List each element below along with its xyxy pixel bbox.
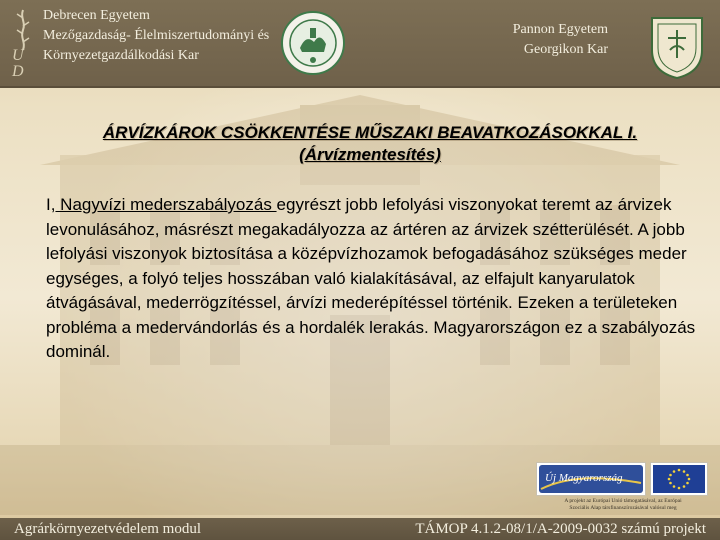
- right-institution-line2: Georgikon Kar: [523, 42, 608, 57]
- eu-flag-logo: [650, 462, 708, 496]
- body-paragraph: [46, 193, 696, 365]
- funding-caption-line1: A projekt az Európai Unió támogatásával, az Európai: [564, 498, 682, 504]
- svg-text:U: U: [12, 47, 24, 64]
- uj-magyarorszag-text: Új Magyarország: [545, 472, 623, 484]
- funding-logos: [532, 458, 714, 518]
- footer-bar: [0, 518, 720, 540]
- slide-title-line2: (Árvízmentesítés): [299, 145, 441, 164]
- faculty-seal-icon: [280, 10, 346, 76]
- left-institution-line2: Mezőgazdaság- Élelmiszertudományi és: [43, 28, 270, 43]
- body-prefix: I,: [46, 195, 56, 214]
- slide-title: [30, 122, 710, 166]
- footer-module-name: Agrárkörnyezetvédelem modul: [14, 521, 202, 537]
- left-institution-line3: Környezetgazdálkodási Kar: [43, 48, 199, 63]
- uj-magyarorszag-icon: [537, 463, 645, 495]
- left-institution-name: [43, 6, 269, 66]
- funding-caption-line2: Szociális Alap társfinanszírozásával valósul meg: [569, 505, 677, 511]
- uj-magyarorszag-logo: [536, 462, 646, 496]
- eu-flag-icon: [651, 463, 707, 495]
- georgikon-seal-icon: [644, 10, 710, 80]
- left-institution-line1: Debrecen Egyetem: [43, 8, 150, 23]
- right-institution-line1: Pannon Egyetem: [512, 22, 608, 37]
- right-institution-name: [498, 20, 608, 60]
- funding-caption: [532, 498, 714, 512]
- body-underlined-term: Nagyvízi mederszabályozás: [55, 195, 277, 214]
- slide-title-line1: ÁRVÍZKÁROK CSÖKKENTÉSE MŰSZAKI BEAVATKOZÁSOKKAL I.: [102, 123, 638, 142]
- footer-project-id: TÁMOP 4.1.2-08/1/A-2009-0032 számú projekt: [415, 521, 706, 537]
- university-debrecen-logo: [6, 8, 40, 78]
- header-bar: [0, 0, 720, 88]
- body-rest: egyrészt jobb lefolyási viszonyokat teremt az árvizek levonulásához, másrészt megakadályozza az ártéren az árvizek szétterülését. A jobb lefolyási viszonyok biztosítása a középvízhozamok befogadásához szükséges meder egységes, a folyó teljes hosszában való kialakításával, az elfajult kanyarulatok átvágásával, mederrögzítéssel, árvízi mederépítéssel történik. Ezeken a területeken probléma a medervándorlás és a hordalék lerakás. Magyarországon ez a szabályozás dominál.: [46, 195, 696, 361]
- svg-text:D: D: [12, 63, 24, 78]
